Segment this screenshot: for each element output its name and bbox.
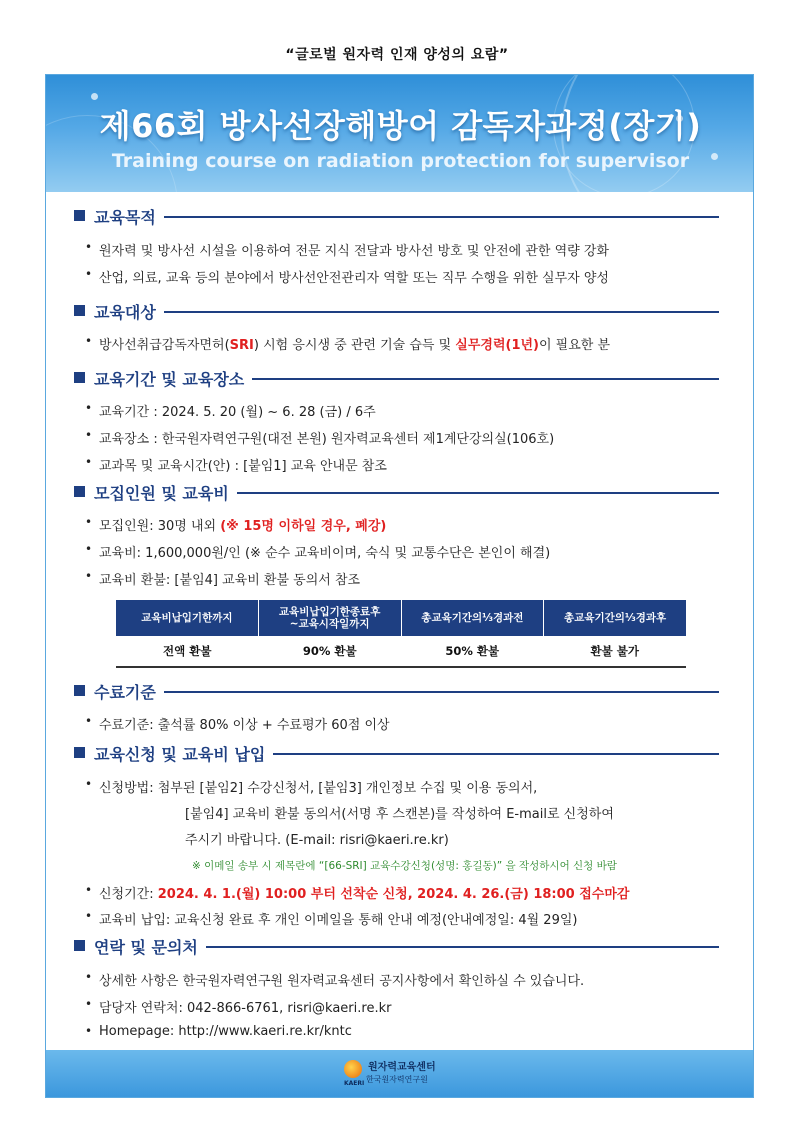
list-item <box>85 542 551 561</box>
list-item <box>85 909 578 928</box>
kaeri-logo-icon <box>344 1060 362 1078</box>
section-contact <box>74 935 719 957</box>
table-row <box>116 636 686 668</box>
bullet-icon: • <box>85 997 93 1011</box>
list-item <box>85 267 609 286</box>
section-title: 교육신청 및 교육비 납입 <box>94 742 273 765</box>
bullet-icon: • <box>85 970 93 984</box>
section-application <box>74 742 719 764</box>
bullet-icon: • <box>85 1024 93 1038</box>
bullet-icon: • <box>85 542 93 556</box>
item-text: ) 시험 응시생 중 관련 기술 습득 및 <box>253 338 456 353</box>
list-item <box>85 334 611 353</box>
list-item <box>85 1024 352 1039</box>
section-completion <box>74 680 719 702</box>
bullet-icon: • <box>85 455 93 469</box>
bullet-icon: • <box>85 334 93 348</box>
section-title: 교육대상 <box>94 300 164 323</box>
table-header-cell: 교육비납입기한종료후 ~교육시작일까지 <box>259 600 402 636</box>
contact-info: 담당자 연락처: 042-866-6761, risri@kaeri.re.kr <box>99 1001 392 1016</box>
section-square-icon <box>74 747 85 758</box>
table-header-cell: 교육비납입기한까지 <box>116 600 259 636</box>
section-purpose <box>74 205 719 227</box>
bullet-icon: • <box>85 909 93 923</box>
section-square-icon <box>74 940 85 951</box>
section-square-icon <box>74 305 85 316</box>
section-title: 교육기간 및 교육장소 <box>94 367 252 390</box>
section-title: 모집인원 및 교육비 <box>94 481 237 504</box>
item-text: 교육비 환불: [붙임4] 교육비 환불 동의서 참조 <box>99 573 361 588</box>
table-cell: 90% 환불 <box>302 644 357 658</box>
section-target <box>74 300 719 322</box>
item-continuation: [붙임4] 교육비 환불 동의서(서명 후 스캔본)를 작성하여 E-mail로 신청하여 <box>185 807 614 822</box>
section-title: 수료기준 <box>94 680 164 703</box>
section-period <box>74 367 719 389</box>
poster-frame <box>45 74 754 1098</box>
list-item <box>85 428 555 447</box>
list-item <box>85 714 390 733</box>
list-item <box>85 401 376 420</box>
highlight-text: 2024. 4. 1.(월) 10:00 부터 선착순 신청, 2024. 4. 26.(금) 18:00 접수마감 <box>157 887 630 902</box>
bullet-icon: • <box>85 428 93 442</box>
list-item <box>85 970 585 989</box>
title-banner <box>46 75 754 192</box>
section-divider <box>94 311 719 313</box>
item-text: 방사선취급감독자면허( <box>99 338 230 353</box>
highlight-text: SRI <box>229 338 254 353</box>
list-item <box>85 515 387 534</box>
item-text: 신청기간: <box>99 887 158 902</box>
tagline: “글로벌 원자력 인재 양성의 요람” <box>285 47 509 63</box>
table-header-row <box>116 600 686 636</box>
bullet-icon: • <box>85 883 93 897</box>
list-item <box>85 777 538 796</box>
section-title: 연락 및 문의처 <box>94 935 206 958</box>
list-item <box>85 883 630 902</box>
bullet-icon: • <box>85 515 93 529</box>
footer-band <box>46 1050 754 1098</box>
list-item <box>85 240 609 259</box>
section-divider <box>94 691 719 693</box>
table-cell: 50% 환불 <box>445 644 500 658</box>
bullet-icon: • <box>85 777 93 791</box>
bullet-icon: • <box>85 569 93 583</box>
decor-dot <box>91 93 98 100</box>
logo-line-1: 원자력교육센터 <box>368 1062 436 1073</box>
section-square-icon <box>74 210 85 221</box>
bullet-icon: • <box>85 714 93 728</box>
item-text: 상세한 사항은 한국원자력연구원 원자력교육센터 공지사항에서 확인하실 수 있습니다. <box>99 974 585 989</box>
item-text: 이 필요한 분 <box>538 338 611 353</box>
bullet-icon: • <box>85 401 93 415</box>
item-text: 교육비 납입: 교육신청 완료 후 개인 이메일을 통해 안내 예정(안내예정일: 4월 29일) <box>99 913 578 928</box>
item-text: 교과목 및 교육시간(안) : [붙임1] 교육 안내문 참조 <box>99 459 387 474</box>
bullet-icon: • <box>85 240 93 254</box>
kaeri-logo <box>344 1058 454 1092</box>
homepage-link[interactable]: Homepage: http://www.kaeri.re.kr/kntc <box>99 1024 352 1039</box>
item-text: 원자력 및 방사선 시설을 이용하여 전문 지식 전달과 방사선 방호 및 안전에 관한 역량 강화 <box>99 244 609 259</box>
table-cell: 전액 환불 <box>163 644 212 658</box>
logo-mark-text: KAERI <box>344 1080 365 1087</box>
section-divider <box>94 216 719 218</box>
table-header-cell: 총교육기간의⅓경과후 <box>544 600 686 636</box>
section-square-icon <box>74 486 85 497</box>
list-item <box>85 569 361 588</box>
item-text: 신청방법: 첨부된 [붙임2] 수강신청서, [붙임3] 개인정보 수집 및 이용 동의서, <box>99 781 538 796</box>
section-square-icon <box>74 685 85 696</box>
list-item <box>85 455 387 474</box>
item-text: 수료기준: 출석률 80% 이상 + 수료평가 60점 이상 <box>99 718 390 733</box>
course-subtitle: Training course on radiation protection for supervisor <box>111 150 690 172</box>
item-text: 교육기간 : 2024. 5. 20 (월) ~ 6. 28 (금) / 6주 <box>99 405 376 420</box>
logo-line-2: 한국원자력연구원 <box>366 1075 428 1084</box>
highlight-text: (※ 15명 이하일 경우, 폐강) <box>220 519 387 534</box>
item-text: 교육비: 1,600,000원/인 (※ 순수 교육비이며, 숙식 및 교통수단은 본인이 해결) <box>99 546 551 561</box>
section-square-icon <box>74 372 85 383</box>
table-header-cell: 총교육기간의⅓경과전 <box>402 600 545 636</box>
note-text: ※ 이메일 송부 시 제목란에 “[66-SRI] 교육수강신청(성명: 홍길동)” 을 작성하시어 신청 바람 <box>192 860 617 872</box>
section-title: 교육목적 <box>94 205 164 228</box>
list-item <box>85 997 392 1016</box>
refund-table <box>116 600 686 668</box>
item-text: 모집인원: 30명 내외 <box>99 519 221 534</box>
bullet-icon: • <box>85 267 93 281</box>
course-title: 제66회 방사선장해방어 감독자과정(장기) <box>99 107 702 145</box>
section-recruit <box>74 481 719 503</box>
item-text: 산업, 의료, 교육 등의 분야에서 방사선안전관리자 역할 또는 직무 수행을 위한 실무자 양성 <box>99 271 609 286</box>
item-text: 교육장소 : 한국원자력연구원(대전 본원) 원자력교육센터 제1계단강의실(106호) <box>99 432 555 447</box>
highlight-text: 실무경력(1년) <box>455 338 539 353</box>
item-continuation: 주시기 바랍니다. (E-mail: risri@kaeri.re.kr) <box>185 833 449 848</box>
table-cell: 환불 불가 <box>590 644 639 658</box>
